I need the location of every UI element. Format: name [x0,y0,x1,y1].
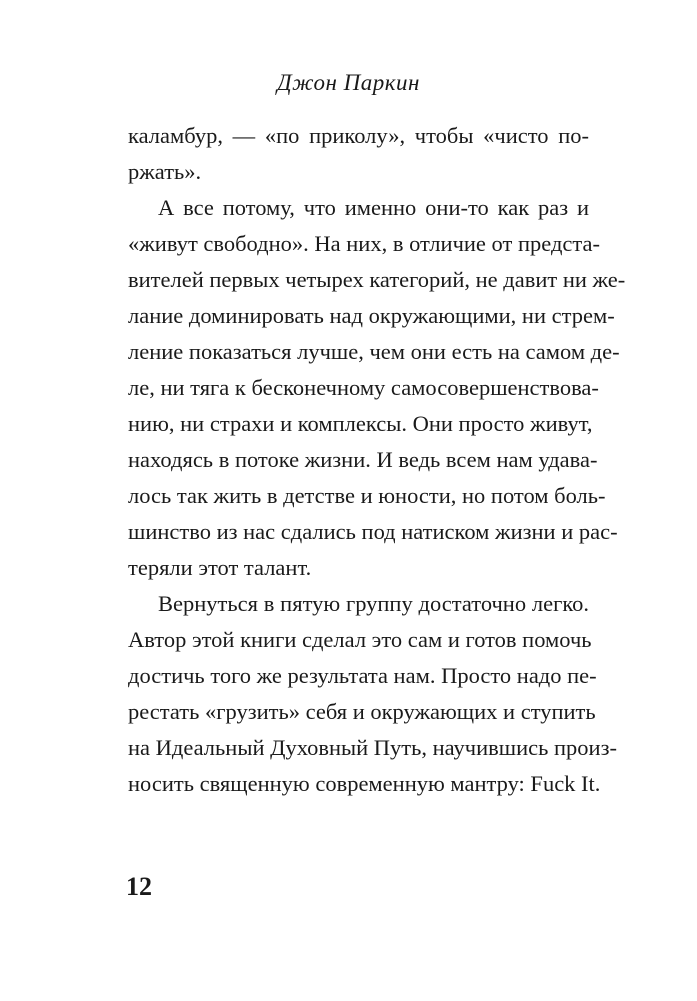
text-line: находясь в потоке жизни. И ведь всем нам удава- [128,447,598,472]
text-line: лание доминировать над окружающими, ни стрем- [128,303,615,328]
text-line: ле, ни тяга к бесконечному самосовершенствова- [128,375,599,400]
text-line: шинство из нас сдались под натиском жизни и рас- [128,519,618,544]
text-line: достичь того же результата нам. Просто надо пе- [128,663,597,688]
running-head-title: Джон Паркин [277,70,420,95]
text-line: рестать «грузить» себя и окружающих и ступить [128,699,596,724]
text-line: ление показаться лучше, чем они есть на самом де- [128,339,620,364]
text-line: А все потому, что именно они-то как раз и [158,195,589,220]
text-line: лось так жить в детстве и юности, но потом боль- [128,483,606,508]
text-line: Автор этой книги сделал это сам и готов помочь [128,627,592,652]
text-line: ржать». [128,159,202,184]
text-line: вителей первых четырех категорий, не давит ни же- [128,267,626,292]
text-line: теряли этот талант. [128,555,312,580]
text-line: нию, ни страхи и комплексы. Они просто живут, [128,411,593,436]
page-number: 12 [126,872,152,901]
text-line: каламбур, — «по приколу», чтобы «чисто по- [128,123,589,148]
text-line: носить священную современную мантру: Fuck It. [128,771,601,796]
text-line: Вернуться в пятую группу достаточно легко. [158,591,589,616]
text-line: на Идеальный Духовный Путь, научившись произ- [128,735,617,760]
text-line: «живут свободно». На них, в отличие от предста- [128,231,600,256]
